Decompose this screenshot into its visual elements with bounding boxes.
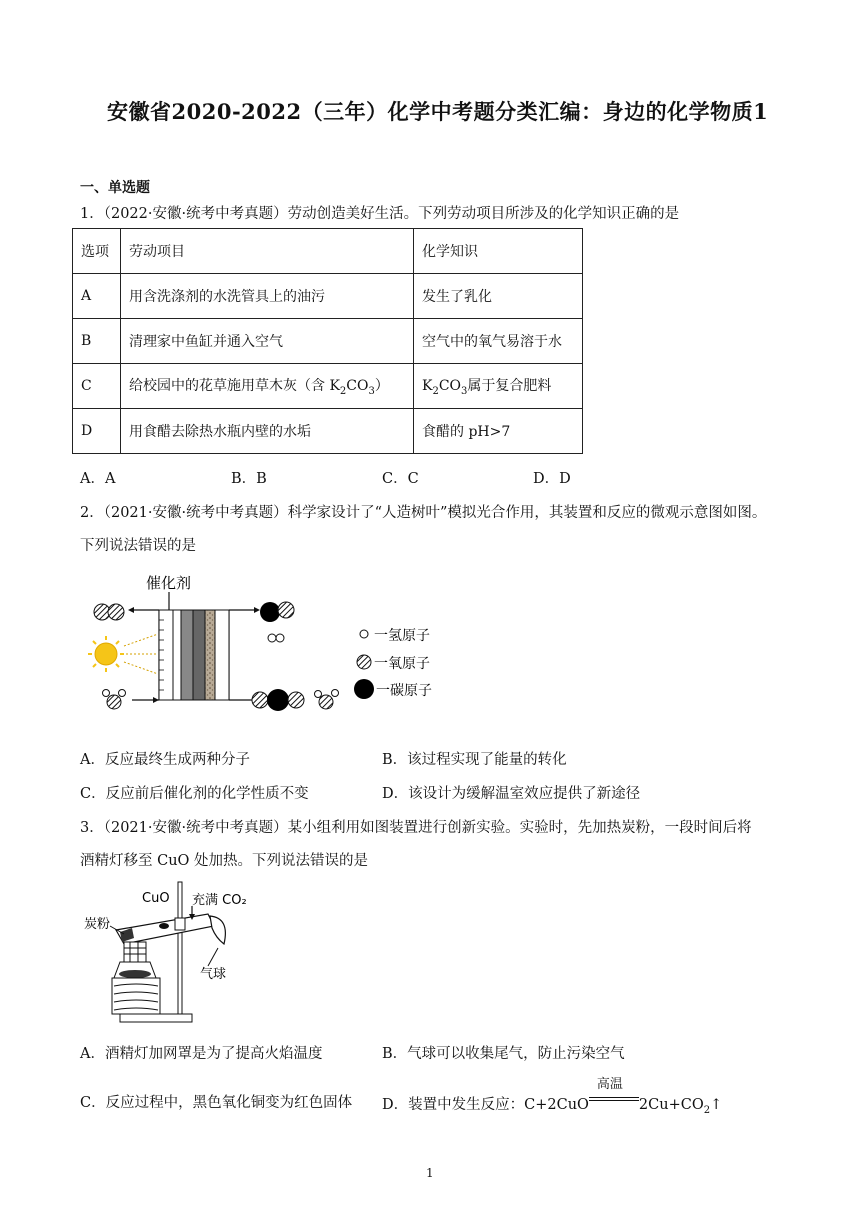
h2-molecule-icon	[268, 634, 284, 642]
q2-option-b: B．该过程实现了能量的转化	[382, 752, 567, 768]
section-title: 一、单选题	[80, 180, 150, 196]
question-2-stem: 2．（2021·安徽·统考中考真题）科学家设计了“人造树叶”模拟光合作用，其装置和反应的微观示意图如图。	[80, 505, 767, 521]
page-title: 安徽省2020-2022（三年）化学中考题分类汇编：身边的化学物质1	[107, 99, 769, 124]
q3-option-b: B．气球可以收集尾气，防止污染空气	[382, 1046, 625, 1062]
legend-oxygen	[357, 655, 430, 672]
question-1-table	[72, 228, 583, 454]
h2o-product-icon	[315, 690, 339, 710]
q2-option-c: C．反应前后催化剂的化学性质不变	[80, 786, 309, 802]
reaction-condition: 高温	[589, 1091, 639, 1109]
artificial-leaf-figure	[84, 572, 444, 722]
table-cell-project: 用食醋去除热水瓶内壁的水垢	[121, 409, 414, 454]
table-header-row	[73, 229, 583, 274]
label-carbon-powder: 炭粉	[84, 917, 111, 932]
table-row	[73, 409, 583, 454]
experiment-apparatus-figure	[80, 878, 280, 1028]
table-cell-project: 用含洗涤剂的水洗管具上的油污	[121, 274, 414, 319]
table-cell-key: A	[73, 274, 121, 319]
q2-option-d: D．该设计为缓解温室效应提供了新途径	[382, 786, 641, 802]
wooden-block-icon	[112, 978, 160, 1014]
table-cell-knowledge: 食醋的 pH>7	[414, 409, 583, 454]
question-1-stem: 1．（2022·安徽·统考中考真题）劳动创造美好生活。下列劳动项目所涉及的化学知识正确的是	[80, 206, 680, 222]
svg-text:一氧原子: 一氧原子	[374, 656, 430, 672]
co2-product-icon	[252, 689, 304, 711]
table-row	[73, 274, 583, 319]
question-2-stem-line2: 下列说法错误的是	[80, 538, 196, 554]
table-row	[73, 364, 583, 409]
q1-option-a: A．A	[80, 471, 116, 487]
q3-option-d: D．装置中发生反应：C+2CuO 高温 $2Cu+CO_2↑$	[382, 1077, 723, 1116]
q2-option-a: A．反应最终生成两种分子	[80, 752, 250, 768]
figure-label-catalyst: 催化剂	[146, 574, 192, 592]
svg-text:一氢原子: 一氢原子	[374, 628, 430, 644]
question-3-stem-line2: 酒精灯移至 CuO 处加热。下列说法错误的是	[80, 853, 369, 869]
legend-hydrogen	[360, 628, 430, 644]
table-cell-key: C	[73, 364, 121, 409]
label-cuo: CuO	[142, 891, 170, 906]
table-header: 选项	[73, 229, 121, 274]
table-cell-knowledge: 空气中的氧气易溶于水	[414, 319, 583, 364]
alcohol-lamp-icon	[114, 942, 156, 978]
q3-option-c: C．反应过程中，黑色氧化铜变为红色固体	[80, 1095, 353, 1111]
table-cell-project: 清理家中鱼缸并通入空气	[121, 319, 414, 364]
q1-option-d: D．D	[533, 471, 571, 487]
co2-molecule-icon	[94, 604, 124, 620]
q1-option-b: B．B	[231, 471, 267, 487]
legend-carbon	[354, 679, 432, 699]
sun-icon	[88, 636, 124, 672]
table-cell-knowledge: 发生了乳化	[414, 274, 583, 319]
svg-text:一碳原子: 一碳原子	[376, 683, 432, 699]
co-molecule-icon	[260, 602, 294, 622]
table-cell-key: D	[73, 409, 121, 454]
q3-option-a: A．酒精灯加网罩是为了提高火焰温度	[80, 1046, 323, 1062]
table-header: 劳动项目	[121, 229, 414, 274]
label-co2: 充满 CO₂	[192, 893, 247, 908]
table-cell-project: 给校园中的花草施用草木灰（含 $K_2CO_3$）	[121, 364, 414, 409]
table-header: 化学知识	[414, 229, 583, 274]
table-cell-knowledge: $K_2CO_3$属于复合肥料	[414, 364, 583, 409]
label-balloon: 气球	[200, 967, 227, 982]
table-cell-key: B	[73, 319, 121, 364]
h2o-molecule-icon	[103, 690, 126, 710]
page-number: 1	[426, 1166, 434, 1180]
question-3-stem: 3．（2021·安徽·统考中考真题）某小组利用如图装置进行创新实验。实验时，先加热炭粉，一段时间后将	[80, 820, 752, 836]
table-row	[73, 319, 583, 364]
q1-option-c: C．C	[382, 471, 419, 487]
